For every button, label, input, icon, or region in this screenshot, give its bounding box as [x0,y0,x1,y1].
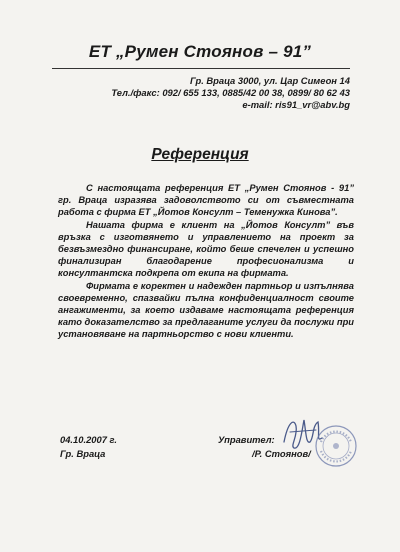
date-block [60,433,117,461]
signer-title: Управител: [218,434,275,445]
letterhead-divider [52,68,350,69]
paragraph-client: Нашата фирма е клиент на „Йотов Консулт” във връзка с изготвянето и управлението на проект за безвъзмездно финансиране, който беше спечелен и успешно финализиран благодарение професионализма и консултантска подкрепа от екипа на фирмата. [58,219,354,279]
document-title: Референция [151,146,249,163]
paragraph-intro: С настоящата референция ЕТ „Румен Стоянов - 91” гр. Враца изразява задоволството си от съвместната работа с фирма ЕТ „Йотов Консулт – Теменужка Кинова”. [58,183,354,218]
signer-name: /Р. Стоянов/ [252,448,311,459]
stamp-icon [314,424,358,468]
contact-block [60,75,350,111]
company-address: Гр. Враца 3000, ул. Цар Симеон 14 [189,75,350,86]
letter-date: 04.10.2007 г. [60,434,118,445]
company-email: e-mail: ris91_vr@abv.bg [242,99,350,110]
paragraph-partner: Фирмата е коректен и надежден партньор и изпълнява своевременно, спазвайки пълна конфиденциалност своите ангажименти, за което издаваме настоящата референция като доказателство за предлаганите услуги да послужи при установяване на партньорство с нови клиенти. [58,280,354,340]
company-name: ЕТ „Румен Стоянов – 91” [88,42,312,61]
letter-body [58,182,354,341]
company-phones: Тел./факс: 092/ 655 133, 0885/42 00 38, 0899/ 80 62 43 [111,87,350,98]
letter-city: Гр. Враца [60,448,106,459]
